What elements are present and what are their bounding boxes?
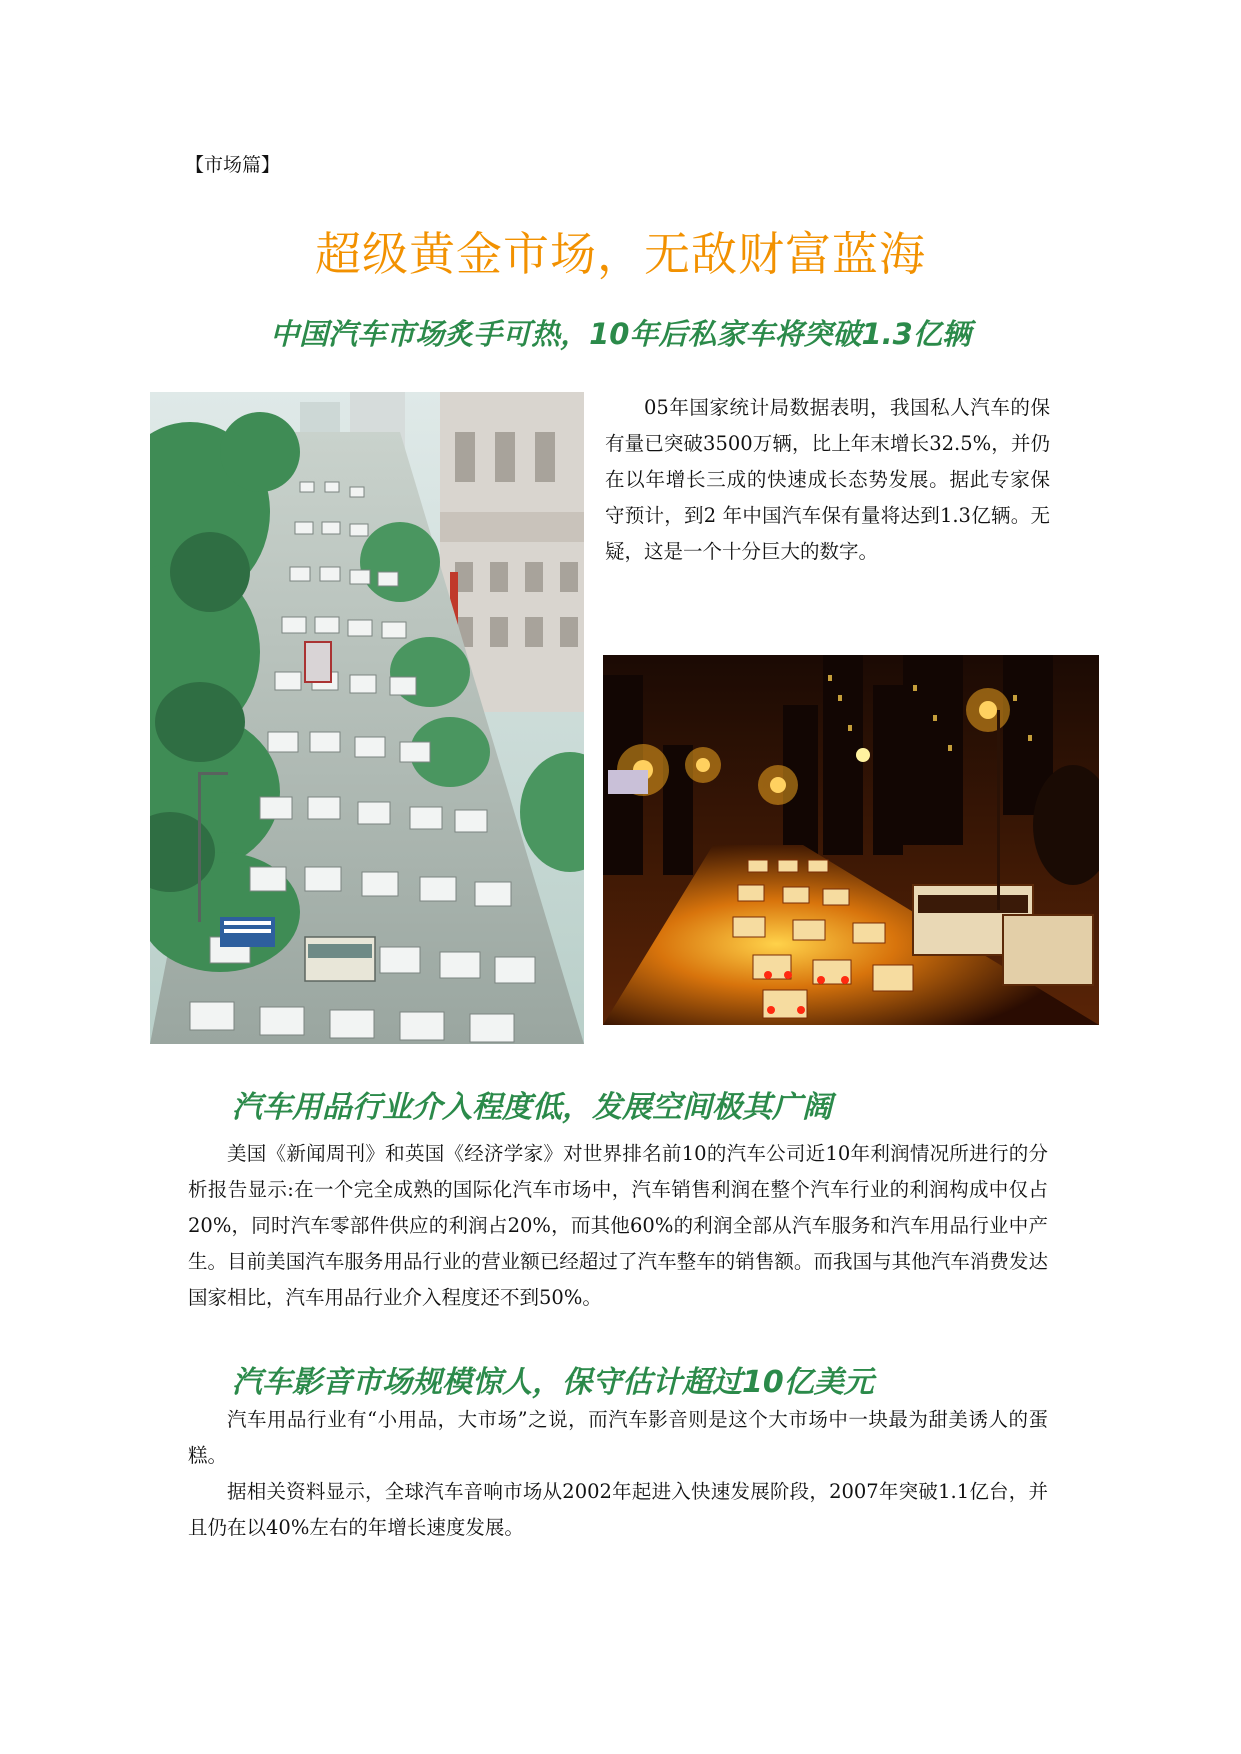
- section2-body: [188, 1136, 1048, 1316]
- traffic-jam-photo: [150, 392, 584, 1044]
- page-title: 超级黄金市场，无敌财富蓝海: [315, 227, 926, 281]
- intro-text: 05年国家统计局数据表明，我国私人汽车的保有量已突破3500万辆，比上年末增长32.5%，并仍在以年增长三成的快速成长态势发展。据此专家保守预计，到2 年中国汽车保有量将达到1.3亿辆。无疑，这是一个十分巨大的数字。: [605, 396, 1050, 563]
- night-traffic-photo: [603, 655, 1099, 1025]
- subtitle-car-market: 中国汽车市场炙手可热，10年后私家车将突破1.3亿辆: [270, 317, 971, 351]
- section3-paragraph-2: 据相关资料显示，全球汽车音响市场从2002年起进入快速发展阶段，2007年突破1.1亿台，并且仍在以40%左右的年增长速度发展。: [188, 1480, 1048, 1539]
- section-tag: 【市场篇】: [185, 154, 281, 176]
- intro-paragraph: [605, 390, 1050, 570]
- section3-heading: 汽车影音市场规模惊人，保守估计超过10亿美元: [232, 1365, 874, 1400]
- section3-body: [188, 1402, 1048, 1546]
- section2-paragraph: 美国《新闻周刊》和英国《经济学家》对世界排名前10的汽车公司近10年利润情况所进行的分析报告显示:在一个完全成熟的国际化汽车市场中，汽车销售利润在整个汽车行业的利润构成中仅占20%，同时汽车零部件供应的利润占20%，而其他60%的利润全部从汽车服务和汽车用品行业中产生。目前美国汽车服务用品行业的营业额已经超过了汽车整车的销售额。而我国与其他汽车消费发达国家相比，汽车用品行业介入程度还不到50%。: [188, 1142, 1048, 1309]
- section3-paragraph-1: 汽车用品行业有“小用品，大市场”之说，而汽车影音则是这个大市场中一块最为甜美诱人的蛋糕。: [188, 1408, 1048, 1467]
- section2-heading: 汽车用品行业介入程度低，发展空间极其广阔: [232, 1090, 832, 1125]
